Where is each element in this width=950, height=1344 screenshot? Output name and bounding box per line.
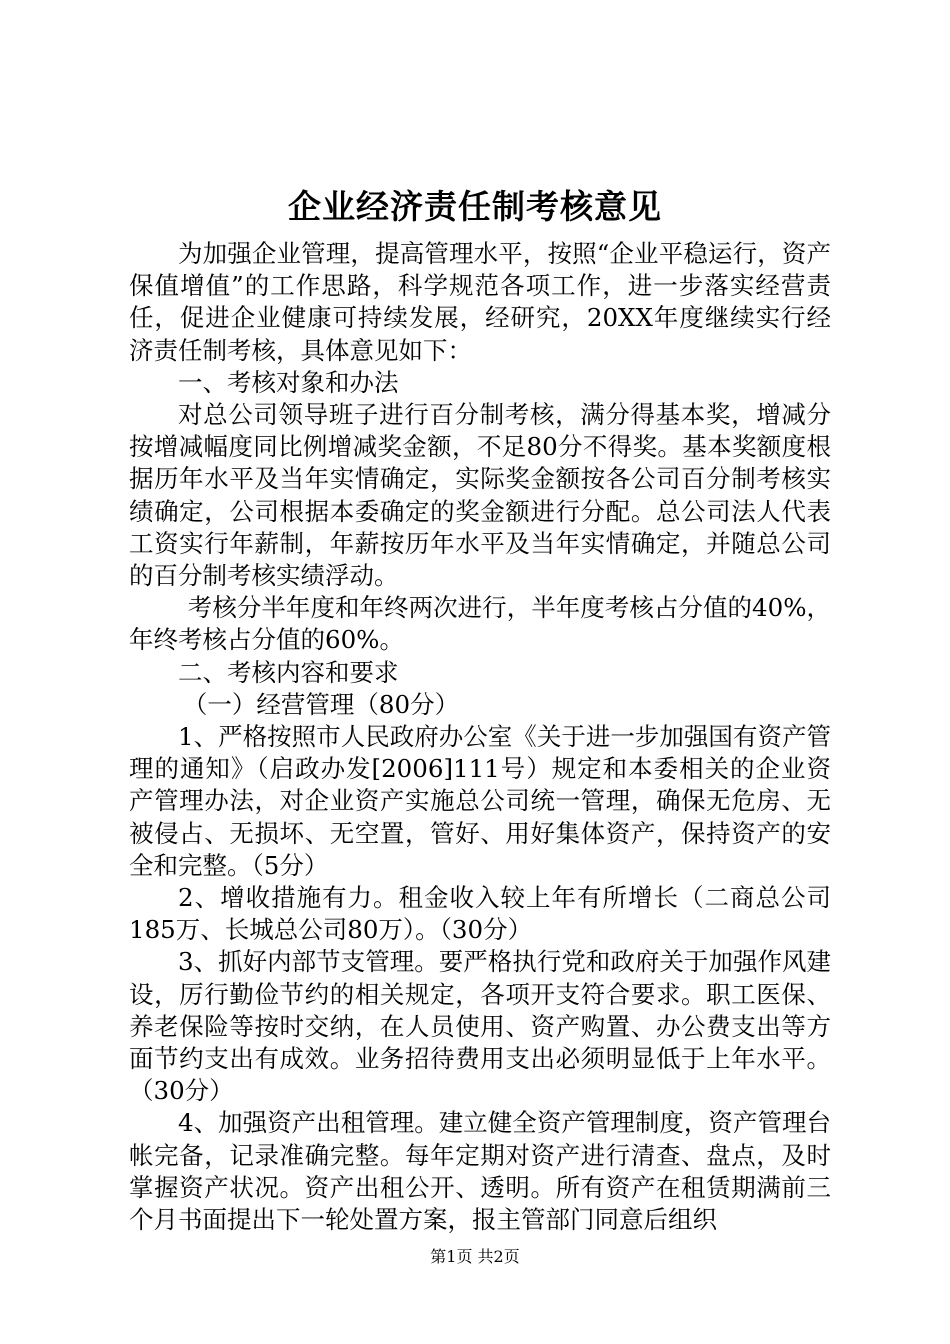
section-heading-2: 二、考核内容和要求: [178, 657, 399, 687]
document-title: 企业经济责任制考核意见: [288, 187, 662, 226]
paragraph-intro: 为加强企业管理，提高管理水平，按照“企业平稳运行，资产保值增值”的工作思路，科学规范各项工作，进一步落实经营责任，促进企业健康可持续发展，经研究，20XX年度继续实行经济责任制考核，具体意见如下：: [129, 239, 831, 365]
paragraph-assessment-schedule: 考核分半年度和年终两次进行，半年度考核占分值的40%，年终考核占分值的60%。: [129, 593, 831, 655]
paragraph-assessment-method: 对总公司领导班子进行百分制考核，满分得基本奖，增减分按增减幅度同比例增减奖金额，不足80分不得奖。基本奖额度根据历年水平及当年实情确定，实际奖金额按各公司百分制考核实绩确定，公司根据本委确定的奖金额进行分配。总公司法人代表工资实行年薪制，年薪按历年水平及当年实情确定，并随总公司的百分制考核实绩浮动。: [129, 400, 831, 591]
subsection-heading-1: （一）经营管理（80分）: [182, 689, 460, 719]
list-item-2: 2、增收措施有力。租金收入较上年有所增长（二商总公司185万、长城总公司80万）。（30分）: [129, 883, 831, 945]
list-item-1: 1、严格按照市人民政府办公室《关于进一步加强国有资产管理的通知》（启政办发[2006]111号）规定和本委相关的企业资产管理办法，对企业资产实施总公司统一管理，确保无危房、无被侵占、无损坏、无空置，管好、用好集体资产，保持资产的安全和完整。（5分）: [129, 722, 831, 880]
page-footer: 第1页 共2页: [430, 1247, 520, 1266]
list-item-4: 4、加强资产出租管理。建立健全资产管理制度，资产管理台帐完备，记录准确完整。每年定期对资产进行清查、盘点，及时掌握资产状况。资产出租公开、透明。所有资产在租赁期满前三个月书面提出下一轮处置方案，报主管部门同意后组织: [129, 1108, 831, 1235]
section-heading-1: 一、考核对象和办法: [178, 367, 399, 397]
document-body: [129, 238, 831, 1236]
list-item-3: 3、抓好内部节支管理。要严格执行党和政府关于加强作风建设，厉行勤俭节约的相关规定，各项开支符合要求。职工医保、养老保险等按时交纳，在人员使用、资产购置、办公费支出等方面节约支出有成效。业务招待费用支出必须明显低于上年水平。（30分）: [129, 947, 831, 1106]
